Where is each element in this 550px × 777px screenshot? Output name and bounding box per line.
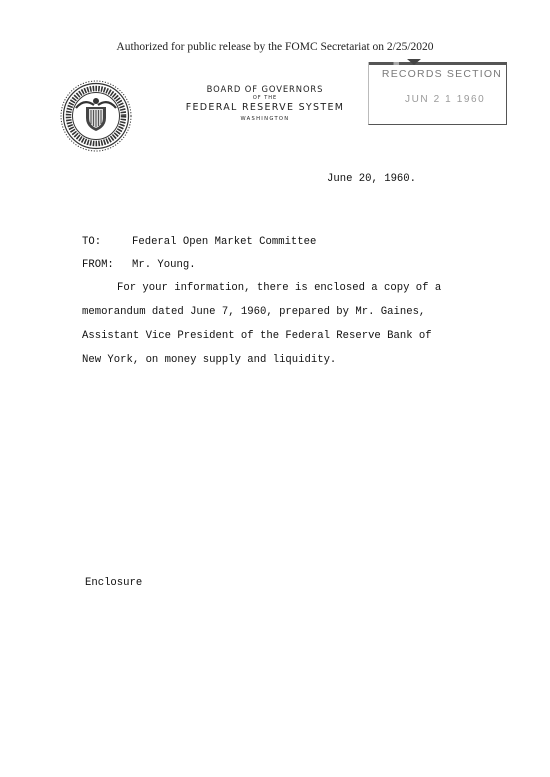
enclosure-note: Enclosure (85, 577, 143, 589)
to-label: TO: (82, 236, 102, 248)
letterhead-city: WASHINGTON (240, 116, 290, 122)
from-label: FROM: (82, 259, 114, 271)
stamp-title: RECORDS SECTION (381, 68, 502, 80)
body-line: Assistant Vice President of the Federal Reserve Bank of (82, 330, 432, 342)
release-notice: Authorized for public release by the FOMC Secretariat on 2/25/2020 (116, 41, 434, 53)
letterhead (180, 84, 350, 122)
to-value: Federal Open Market Committee (132, 236, 317, 248)
letterhead-org: BOARD OF GOVERNORS (206, 84, 324, 94)
memo-date: June 20, 1960. (327, 173, 417, 185)
received-stamp (368, 62, 507, 125)
from-value: Mr. Young. (132, 259, 196, 271)
letterhead-of-the: OF THE (252, 95, 278, 101)
federal-reserve-seal-icon (60, 80, 132, 152)
body-line: memorandum dated June 7, 1960, prepared by Mr. Gaines, (82, 306, 426, 318)
stamp-date: JUN 2 1 1960 (405, 94, 486, 105)
stamp-notch (407, 59, 421, 65)
body-line: For your information, there is enclosed a copy of a (117, 282, 442, 294)
stamp-border-top (369, 62, 506, 65)
letterhead-system: FEDERAL RESERVE SYSTEM (185, 102, 345, 113)
body-line: New York, on money supply and liquidity. (82, 354, 337, 366)
